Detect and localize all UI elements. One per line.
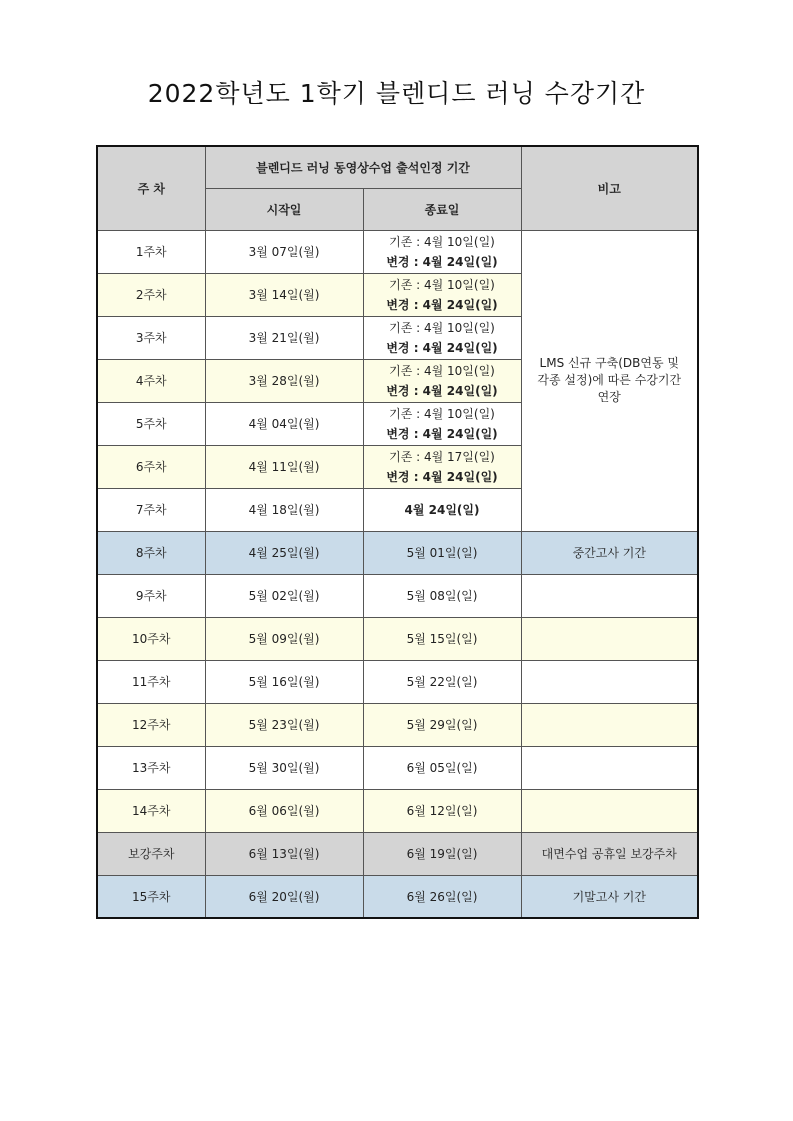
end-new: 변경 : 4월 24일(일): [386, 340, 498, 355]
start-cell: 3월 14일(월): [205, 273, 363, 316]
table-row: [97, 531, 698, 574]
end-new: 변경 : 4월 24일(일): [386, 254, 498, 269]
start-cell: 3월 28일(월): [205, 359, 363, 402]
end-cell: [363, 230, 521, 273]
end-cell: 5월 22일(일): [363, 660, 521, 703]
end-old: 기존 : 4월 10일(일): [389, 277, 495, 292]
end-cell: 5월 29일(일): [363, 703, 521, 746]
start-cell: 5월 16일(월): [205, 660, 363, 703]
week-cell: 11주차: [97, 660, 205, 703]
week-cell: 6주차: [97, 445, 205, 488]
end-old: 기존 : 4월 10일(일): [389, 406, 495, 421]
end-cell: 6월 12일(일): [363, 789, 521, 832]
note-cell: [521, 660, 698, 703]
week-cell: 5주차: [97, 402, 205, 445]
end-old: 기존 : 4월 10일(일): [389, 363, 495, 378]
table-row: [97, 230, 698, 273]
end-old: 기존 : 4월 10일(일): [389, 234, 495, 249]
week-cell: 13주차: [97, 746, 205, 789]
note-cell: [521, 746, 698, 789]
note-cell: 기말고사 기간: [521, 875, 698, 918]
note-cell: [521, 789, 698, 832]
header-row-1: [97, 146, 698, 188]
note-cell: 대면수업 공휴일 보강주차: [521, 832, 698, 875]
start-cell: 4월 18일(월): [205, 488, 363, 531]
end-cell: [363, 445, 521, 488]
note-cell: [521, 574, 698, 617]
end-cell: 5월 15일(일): [363, 617, 521, 660]
table-row: [97, 789, 698, 832]
end-old: 기존 : 4월 10일(일): [389, 320, 495, 335]
week-cell: 4주차: [97, 359, 205, 402]
header-note: 비고: [521, 146, 698, 230]
note-cell: [521, 617, 698, 660]
table-row: [97, 703, 698, 746]
end-new: 변경 : 4월 24일(일): [386, 469, 498, 484]
end-cell: [363, 316, 521, 359]
end-cell: 5월 08일(일): [363, 574, 521, 617]
week-cell: 2주차: [97, 273, 205, 316]
header-period: 블렌디드 러닝 동영상수업 출석인정 기간: [205, 146, 521, 188]
end-cell: [363, 402, 521, 445]
extension-note-cell: [521, 230, 698, 531]
end-cell: 6월 19일(일): [363, 832, 521, 875]
table-row: [97, 660, 698, 703]
week-cell: 8주차: [97, 531, 205, 574]
start-cell: 5월 02일(월): [205, 574, 363, 617]
start-cell: 4월 11일(월): [205, 445, 363, 488]
week-cell: 14주차: [97, 789, 205, 832]
end-new: 변경 : 4월 24일(일): [386, 426, 498, 441]
schedule-table: [96, 145, 699, 919]
week-cell: 7주차: [97, 488, 205, 531]
table-row: [97, 832, 698, 875]
end-cell: 6월 26일(일): [363, 875, 521, 918]
end-cell: [363, 359, 521, 402]
start-cell: 3월 21일(월): [205, 316, 363, 359]
start-cell: 3월 07일(월): [205, 230, 363, 273]
end-cell: [363, 488, 521, 531]
end-new: 변경 : 4월 24일(일): [386, 297, 498, 312]
week-cell: 10주차: [97, 617, 205, 660]
end-cell: [363, 273, 521, 316]
start-cell: 5월 30일(월): [205, 746, 363, 789]
start-cell: 4월 04일(월): [205, 402, 363, 445]
week-cell: 15주차: [97, 875, 205, 918]
end-old: 기존 : 4월 17일(일): [389, 449, 495, 464]
header-start: 시작일: [205, 188, 363, 230]
header-week: 주 차: [97, 146, 205, 230]
header-end: 종료일: [363, 188, 521, 230]
note-cell: 중간고사 기간: [521, 531, 698, 574]
page-title: 2022학년도 1학기 블렌디드 러닝 수강기간: [147, 79, 646, 108]
start-cell: 6월 06일(월): [205, 789, 363, 832]
end-cell: 6월 05일(일): [363, 746, 521, 789]
start-cell: 5월 09일(월): [205, 617, 363, 660]
start-cell: 6월 20일(월): [205, 875, 363, 918]
end-new: 변경 : 4월 24일(일): [386, 383, 498, 398]
week-cell: 12주차: [97, 703, 205, 746]
start-cell: 6월 13일(월): [205, 832, 363, 875]
start-cell: 4월 25일(월): [205, 531, 363, 574]
start-cell: 5월 23일(월): [205, 703, 363, 746]
week-cell: 1주차: [97, 230, 205, 273]
week-cell: 9주차: [97, 574, 205, 617]
extension-note: LMS 신규 구축(DB연동 및 각종 설정)에 따른 수강기간 연장: [537, 356, 682, 404]
week-cell: 보강주차: [97, 832, 205, 875]
table-row: [97, 617, 698, 660]
week-cell: 3주차: [97, 316, 205, 359]
end-date: 4월 24일(일): [404, 502, 480, 517]
end-cell: 5월 01일(일): [363, 531, 521, 574]
table-row: [97, 746, 698, 789]
table-row: [97, 574, 698, 617]
table-row: [97, 875, 698, 918]
note-cell: [521, 703, 698, 746]
